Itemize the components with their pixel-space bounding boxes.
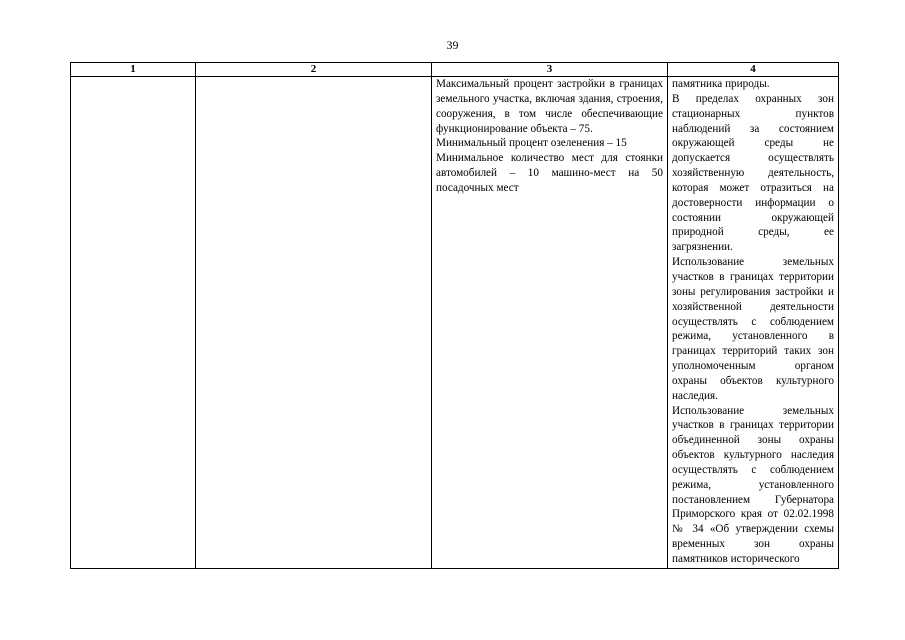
table-header-row [71,63,839,77]
paragraph-nature-monument: памятника природы. [672,78,770,90]
page-number: 39 [446,38,459,52]
column-header-4: 4 [668,63,839,77]
document-table [70,62,839,569]
table-row [71,77,839,569]
paragraph-min-greening-percent: Минимальный процент озеленения – 15 [436,137,627,150]
paragraph-heritage-protection-zone: Использование земельных участков в границах территории объединенной зоны охраны объектов культурного наследия осуществлять с соблюдением режима, установленного постановлением Губернатора Приморского края от 02.02.1998 № 34 «Об утверждении схемы временных зон охраны памятников исторического [672,404,834,565]
column-header-3: 3 [432,63,668,77]
paragraph-regulation-zone-usage: Использование земельных участков в границах территории зоны регулирования застройки и хозяйственной деятельности осуществлять с соблюдением режима, установленного в границах территорий таких зон уполномоченным органом охраны объектов культурного наследия. [672,256,834,402]
table-cell-col3 [432,77,668,569]
paragraph-observation-points-zone: В пределах охранных зон стационарных пунктов наблюдений за состоянием окружающей среды не допускается осуществлять хозяйственную деятельность, которая может отразиться на достоверности информации о состоянии окружающей природной среды, ее загрязнении. [672,92,834,254]
table-cell-col1 [71,77,196,569]
column-header-1: 1 [71,63,196,77]
paragraph-min-parking-spaces: Минимальное количество мест для стоянки автомобилей – 10 машино-мест на 50 посадочных мест [436,152,663,194]
column-header-2: 2 [196,63,432,77]
table-cell-col4 [668,77,839,569]
paragraph-max-building-percent: Максимальный процент застройки в границах земельного участка, включая здания, строения, сооружения, в том числе обеспечивающие функционирование объекта – 75. [436,78,663,135]
table-cell-col2 [196,77,432,569]
